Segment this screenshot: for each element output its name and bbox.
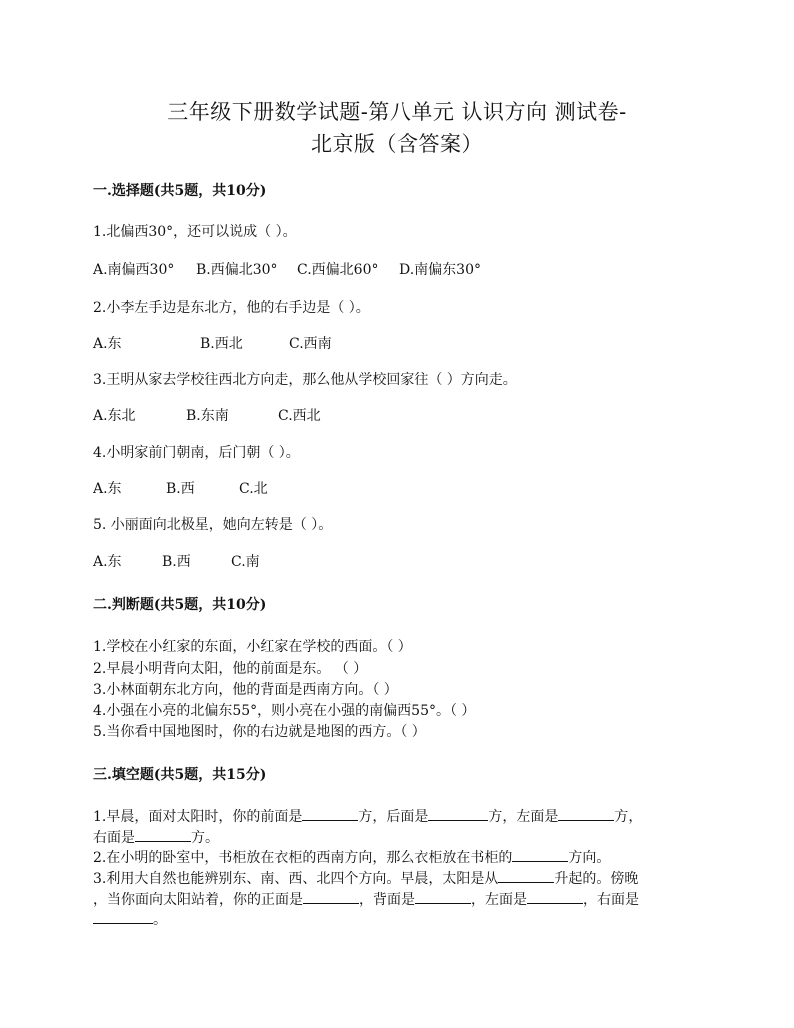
fill-question-1-line-2 (93, 827, 219, 847)
fill-q3-text-g: 。 (153, 912, 167, 928)
answer-blank[interactable] (93, 909, 153, 924)
judgement-item-1: 1.学校在小红家的东面，小红家在学校的西面。（ ） (93, 639, 412, 655)
q2-option-a: A.东 (93, 336, 122, 352)
q4-option-c: C.北 (239, 481, 268, 497)
q1-option-b: B.西偏北30° (196, 262, 278, 278)
judgement-item-2: 2.早晨小明背向太阳，他的前面是东。 （ ） (93, 661, 368, 677)
page-title-line-2: 北京版（含答案） (311, 132, 483, 156)
section-heading-judgement: 二.判断题(共5题，共10分) (93, 597, 267, 613)
answer-blank[interactable] (135, 827, 191, 842)
q2-option-b: B.西北 (200, 336, 243, 352)
q3-option-a: A.东北 (93, 408, 136, 424)
q3-option-b: B.东南 (186, 408, 229, 424)
answer-blank[interactable] (302, 806, 358, 821)
judgement-item-4: 4.小强在小亮的北偏东55°，则小亮在小强的南偏西55°。（ ） (93, 703, 476, 719)
fill-q2-text-a: 2.在小明的卧室中，书柜放在衣柜的西南方向，那么衣柜放在书柜的 (93, 850, 513, 866)
q1-option-a: A.南偏西30° (93, 262, 175, 278)
q5-option-c: C.南 (231, 554, 260, 570)
question-2: 2.小李左手边是东北方，他的右手边是（ ）。 (93, 300, 370, 316)
answer-blank[interactable] (558, 806, 614, 821)
q3-option-c: C.西北 (278, 408, 321, 424)
answer-blank[interactable] (428, 806, 488, 821)
page-title-line-1: 三年级下册数学试题-第八单元 认识方向 测试卷- (167, 100, 627, 124)
fill-q1-text-a: 1.早晨，面对太阳时，你的前面是 (93, 809, 303, 825)
answer-blank[interactable] (303, 889, 359, 904)
fill-question-3-line-2 (93, 889, 639, 909)
fill-question-3-line-3 (93, 909, 167, 929)
question-4: 4.小明家前门朝南，后门朝（ ）。 (93, 445, 300, 461)
fill-q1-text-b: 方，后面是 (358, 809, 429, 825)
fill-q3-text-d: ，背面是 (359, 892, 415, 908)
q5-option-b: B.西 (162, 554, 191, 570)
fill-q1-text-d: 方， (614, 809, 643, 825)
fill-question-3-line-1 (93, 868, 638, 888)
answer-blank[interactable] (415, 889, 471, 904)
q2-option-c: C.西南 (289, 336, 332, 352)
judgement-item-3: 3.小林面朝东北方向，他的背面是西南方向。（ ） (93, 682, 398, 698)
answer-blank[interactable] (512, 847, 568, 862)
section-heading-fill-blank: 三.填空题(共5题，共15分) (93, 767, 267, 783)
q1-option-d: D.南偏东30° (399, 262, 481, 278)
q4-option-a: A.东 (93, 481, 122, 497)
fill-q3-text-b: 升起的。傍晚 (554, 871, 639, 887)
q5-option-a: A.东 (93, 554, 122, 570)
fill-question-2 (93, 847, 610, 867)
question-5: 5. 小丽面向北极星，她向左转是（ ）。 (93, 517, 333, 533)
section-heading-choice: 一.选择题(共5题，共10分) (93, 183, 267, 199)
question-3: 3.王明从家去学校往西北方向走，那么他从学校回家往（ ）方向走。 (93, 372, 517, 388)
fill-q1-text-c: 方，左面是 (488, 809, 559, 825)
answer-blank[interactable] (527, 889, 583, 904)
fill-q2-text-b: 方向。 (568, 850, 611, 866)
judgement-item-5: 5.当你看中国地图时，你的右边就是地图的西方。（ ） (93, 724, 426, 740)
fill-q3-text-e: ，左面是 (471, 892, 527, 908)
answer-blank[interactable] (498, 868, 554, 883)
fill-q1-text-f: 方。 (191, 830, 219, 846)
fill-q3-text-a: 3.利用大自然也能辨别东、南、西、北四个方向。早晨，太阳是从 (93, 871, 499, 887)
fill-question-1-line-1 (93, 806, 642, 826)
fill-q1-text-e: 右面是 (93, 830, 135, 846)
question-1: 1.北偏西30°，还可以说成（ ）。 (93, 224, 297, 240)
fill-q3-text-c: ，当你面向太阳站着，你的正面是 (93, 892, 303, 908)
q4-option-b: B.西 (166, 481, 195, 497)
fill-q3-text-f: ，右面是 (583, 892, 639, 908)
q1-option-c: C.西偏北60° (297, 262, 379, 278)
